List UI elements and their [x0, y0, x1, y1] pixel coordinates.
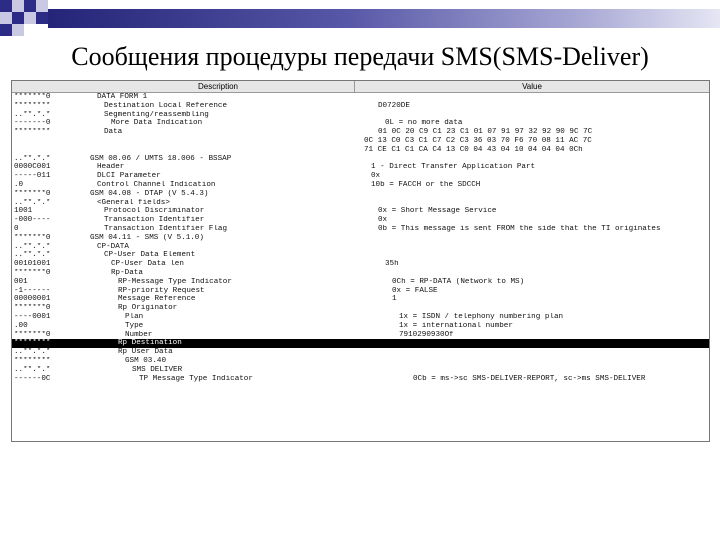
table-row[interactable] — [12, 155, 709, 164]
value-cell — [369, 243, 709, 252]
decorative-square — [12, 0, 24, 12]
description-cell: Rp Destination — [118, 339, 182, 348]
table-body — [12, 93, 709, 383]
value-cell — [362, 190, 709, 199]
value-cell — [362, 155, 709, 164]
value-cell: 0Cb = ms->sc SMS-DELIVER-REPORT, sc->ms SMS-DELIVER — [413, 374, 646, 383]
hex-cell: -000---- — [14, 216, 51, 225]
decorative-square — [0, 24, 12, 36]
table-row[interactable] — [12, 172, 709, 181]
hex-cell: -1------ — [14, 286, 51, 295]
value-cell — [376, 111, 709, 120]
header-banner — [48, 9, 720, 28]
hex-cell: ..**.*.* — [14, 365, 51, 374]
value-cell — [369, 199, 709, 208]
value-cell: 1x = ISDN / telephony numbering plan — [399, 312, 564, 321]
hex-cell: 001 — [14, 277, 28, 286]
value-cell: 7910290930Of — [399, 330, 454, 339]
description-cell: Number — [125, 330, 153, 339]
table-row[interactable] — [12, 207, 709, 216]
value-cell: 0Ch = RP-DATA (Network to MS) — [392, 277, 525, 286]
description-cell — [84, 137, 362, 146]
description-cell: RP-priority Request — [118, 286, 205, 295]
description-cell: More Data Indication — [111, 119, 203, 128]
hex-cell: ..**.*.* — [14, 110, 51, 119]
description-cell: CP-User Data len — [111, 260, 184, 269]
table-row[interactable] — [12, 225, 709, 234]
description-cell: CP-DATA — [97, 242, 129, 251]
table-row[interactable] — [12, 234, 709, 243]
table-row[interactable] — [12, 348, 709, 357]
decorative-square — [12, 24, 24, 36]
decorative-square — [0, 12, 12, 24]
table-row[interactable] — [12, 243, 709, 252]
description-cell: CP-User Data Element — [104, 251, 196, 260]
description-cell: Destination Local Reference — [104, 101, 228, 110]
hex-cell — [12, 137, 84, 146]
hex-cell: ******** — [14, 356, 51, 365]
value-cell: 10b = FACCH or the SDCCH — [371, 180, 481, 189]
value-cell — [383, 269, 709, 278]
decorative-square — [0, 0, 12, 12]
hex-cell: ******** — [14, 101, 51, 110]
decorative-square — [12, 12, 24, 24]
table-row[interactable] — [12, 278, 709, 287]
value-cell: 0L = no more data — [385, 119, 463, 128]
hex-cell: *******0 — [14, 189, 51, 198]
value-cell — [390, 348, 709, 357]
value-cell: 1 - Direct Transfer Application Part — [371, 163, 536, 172]
hex-cell: ..**.*.* — [14, 242, 51, 251]
table-row[interactable] — [12, 375, 709, 384]
decorative-square — [36, 0, 48, 12]
table-row[interactable] — [12, 260, 709, 269]
hex-cell: *******0 — [14, 233, 51, 242]
description-cell: Header — [97, 163, 125, 172]
table-row[interactable] — [12, 251, 709, 260]
table-row[interactable] — [12, 119, 709, 128]
slide-title: Сообщения процедуры передачи SMS(SMS-Deliver) — [71, 42, 649, 71]
value-cell: 35h — [385, 260, 399, 269]
decorative-square — [24, 0, 36, 12]
hex-cell: ..**.*.* — [14, 251, 51, 260]
value-cell — [404, 366, 709, 375]
hex-cell: .0 — [14, 180, 24, 189]
value-cell: D0720DE — [378, 101, 410, 110]
table-row[interactable] — [12, 137, 709, 146]
table-row[interactable] — [12, 322, 709, 331]
description-cell: Protocol Discriminator — [104, 207, 205, 216]
value-cell: 71 CE C1 C1 CA C4 13 C0 04 43 04 10 04 04 04 0Ch — [364, 145, 583, 154]
description-cell: <General fields> — [97, 198, 170, 207]
hex-cell: ..**.*.* — [14, 348, 51, 357]
table-row[interactable] — [12, 163, 709, 172]
hex-cell: 0 — [14, 224, 19, 233]
description-cell: Rp User Data — [118, 348, 173, 357]
description-cell: Transaction Identifier — [104, 216, 205, 225]
hex-cell: ..**.*.* — [14, 154, 51, 163]
hex-cell: ******** — [14, 128, 51, 137]
hex-cell: ------0C — [14, 374, 51, 383]
value-cell — [390, 339, 709, 348]
value-cell: 0b = This message is sent FROM the side that the TI originates — [378, 224, 661, 233]
decorative-square — [24, 12, 36, 24]
description-cell: Transaction Identifier Flag — [104, 224, 228, 233]
description-cell: DATA FORM 1 — [97, 93, 148, 101]
hex-cell: -----011 — [14, 172, 51, 181]
description-cell: Plan — [125, 312, 144, 321]
description-cell: GSM 04.08 - DTAP (V 5.4.3) — [90, 189, 209, 198]
decorative-square — [36, 12, 48, 24]
hex-cell: ******** — [14, 339, 51, 348]
hex-cell: 0000C001 — [14, 163, 51, 172]
table-row[interactable] — [12, 295, 709, 304]
column-header-description[interactable]: Description — [82, 81, 355, 92]
description-cell: GSM 04.11 - SMS (V 5.1.0) — [90, 233, 204, 242]
table-row[interactable] — [12, 128, 709, 137]
table-row[interactable] — [12, 102, 709, 111]
description-cell: Type — [125, 321, 144, 330]
value-cell: 0x — [378, 216, 388, 225]
description-cell: TP Message Type Indicator — [139, 374, 253, 383]
table-row[interactable] — [12, 366, 709, 375]
description-cell: Message Reference — [118, 295, 196, 304]
table-row[interactable] — [12, 199, 709, 208]
description-cell: Rp-Data — [111, 268, 143, 277]
description-cell: Data — [104, 128, 123, 137]
hex-cell: 00000001 — [14, 295, 51, 304]
column-header-value[interactable]: Value — [522, 82, 542, 91]
value-cell — [376, 251, 709, 260]
table-row[interactable] — [12, 111, 709, 120]
table-row[interactable] — [12, 93, 709, 102]
table-row[interactable] — [12, 216, 709, 225]
table-row[interactable] — [12, 190, 709, 199]
hex-cell: .00 — [14, 321, 28, 330]
value-cell: 01 0C 20 C9 C1 23 C1 01 07 91 97 32 92 90 9C 7C — [378, 128, 593, 137]
table-row[interactable] — [12, 304, 709, 313]
table-row[interactable] — [12, 181, 709, 190]
table-row[interactable] — [12, 313, 709, 322]
hex-cell — [12, 146, 84, 155]
value-cell — [397, 357, 709, 366]
table-row[interactable] — [12, 287, 709, 296]
description-cell: RP-Message Type Indicator — [118, 277, 232, 286]
description-cell — [84, 146, 362, 155]
value-cell: 1x = international number — [399, 321, 513, 330]
table-row[interactable] — [12, 269, 709, 278]
table-row[interactable] — [12, 146, 709, 155]
description-cell: Rp Originator — [118, 304, 178, 313]
hex-cell: 00101001 — [14, 260, 51, 269]
column-header-hex — [12, 81, 82, 92]
description-cell: GSM 03.40 — [125, 356, 167, 365]
value-cell: 0x — [371, 172, 381, 181]
value-cell: 1 — [392, 295, 397, 304]
value-cell: 0x = FALSE — [392, 286, 438, 295]
hex-cell: *******0 — [14, 93, 51, 101]
value-cell — [369, 93, 709, 102]
hex-cell: -------0 — [14, 119, 51, 128]
description-cell: Control Channel Indication — [97, 180, 216, 189]
table-header — [12, 81, 709, 93]
table-row[interactable] — [12, 357, 709, 366]
hex-cell: 1001 — [14, 207, 33, 216]
description-cell: DLCI Parameter — [97, 172, 161, 181]
table-row[interactable] — [12, 339, 709, 348]
protocol-decode-table[interactable] — [11, 80, 710, 442]
description-cell: Segmenting/reassembling — [104, 110, 209, 119]
description-cell: SMS DELIVER — [132, 365, 183, 374]
value-cell: 0x = Short Message Service — [378, 207, 497, 216]
table-row[interactable] — [12, 331, 709, 340]
hex-cell: *******0 — [14, 330, 51, 339]
hex-cell: *******0 — [14, 268, 51, 277]
hex-cell: *******0 — [14, 304, 51, 313]
description-cell: GSM 08.06 / UMTS 18.006 - BSSAP — [90, 154, 232, 163]
hex-cell: ..**.*.* — [14, 198, 51, 207]
value-cell: 0C 13 C0 C3 C1 C7 C2 C3 36 03 70 F6 70 08 11 AC 7C — [364, 136, 592, 145]
hex-cell: ----0001 — [14, 312, 51, 321]
value-cell — [390, 304, 709, 313]
value-cell — [362, 234, 709, 243]
